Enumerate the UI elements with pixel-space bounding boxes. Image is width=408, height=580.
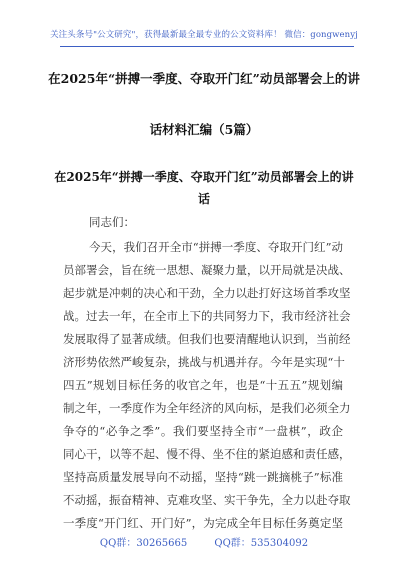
footer-qq-group-1: QQ群：30265665 [99, 538, 188, 549]
body-line: 济形势依然严峻复杂，挑战与机遇并存。今年是实现“十 [63, 355, 345, 369]
body-line: 员部署会，旨在统一思想、凝聚力量，以开局就是决战、 [63, 263, 351, 277]
greeting: 同志们： [89, 215, 135, 229]
body-line: 不动摇，振奋精神、克难攻坚、实干争先，全力以赴夺取 [63, 493, 351, 507]
body-line: 战。过去一年，在全市上下的共同努力下，我市经济社会 [63, 309, 351, 323]
body-line: 一季度“开门红、开门好”，为完成全年目标任务奠定坚 [63, 516, 343, 530]
footer-qq-group-2: QQ群：535304092 [214, 538, 309, 549]
footer-contact [0, 534, 408, 549]
body-line: 发展取得了显著成绩。但我们也要清醒地认识到，当前经 [63, 332, 351, 346]
section-title-line-2: 话 [197, 192, 210, 206]
body-line: 四五”规划目标任务的收官之年，也是“十五五”规划编 [63, 378, 343, 392]
body-line: 今天，我们召开全市“拼搏一季度、夺取开门红”动 [89, 240, 343, 254]
section-title-line-1: 在2025年“拼搏一季度、夺取开门红”动员部署会上的讲 [54, 170, 354, 184]
body-line: 争夺的“必争之季”。我们要坚持全市“一盘棋”，政企 [63, 424, 343, 438]
body-line: 坚持高质量发展导向不动摇，坚持“跳一跳摘桃子”标准 [63, 470, 343, 484]
body-line: 制之年，一季度作为全年经济的风向标，是我们必须全力 [63, 401, 351, 415]
header-banner: 关注头条号"公文研究"，获得最新最全最专业的公文资料库！ 微信：gongwenyj [50, 30, 358, 40]
document-title-line-2: 话材料汇编（5篇） [149, 122, 259, 137]
header-divider [60, 46, 354, 47]
body-line: 起步就是冲刺的决心和干劲，全力以赴打好这场首季攻坚 [63, 286, 351, 300]
body-line: 同心干，以等不起、慢不得、坐不住的紧迫感和责任感， [63, 447, 351, 461]
document-title-line-1: 在2025年“拼搏一季度、夺取开门红”动员部署会上的讲 [48, 71, 360, 86]
